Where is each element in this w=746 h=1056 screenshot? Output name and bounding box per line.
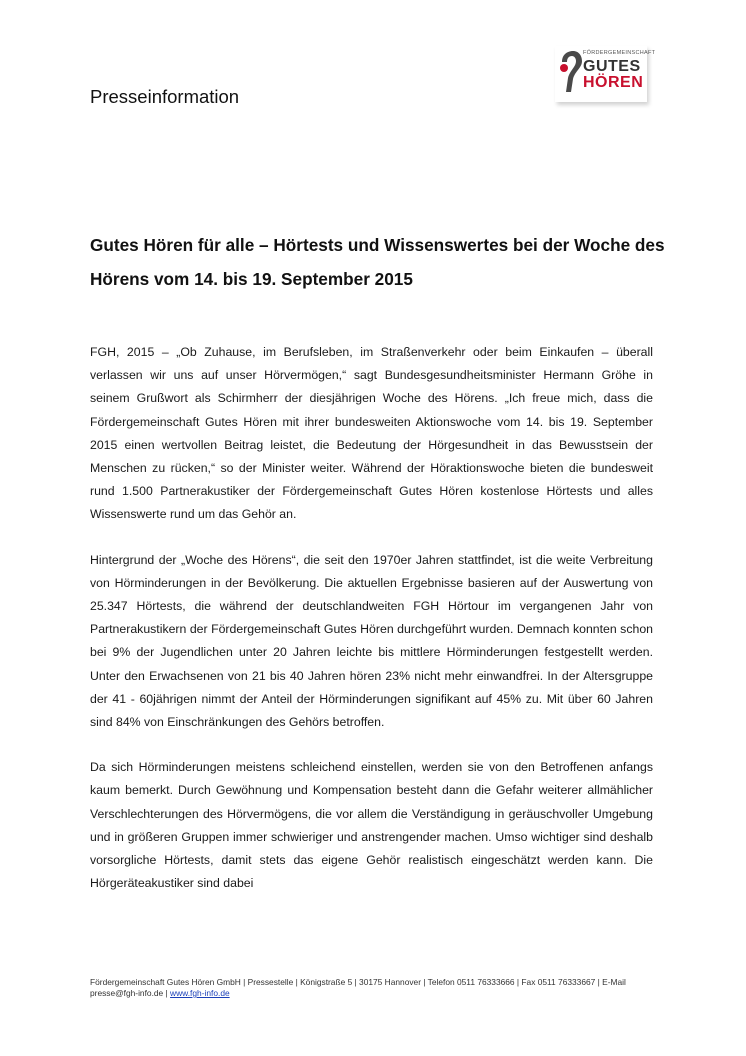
body-paragraph: FGH, 2015 – „Ob Zuhause, im Berufsleben, im Straßenverkehr oder beim Einkaufen – überall verlassen wir uns auf unser Hörvermögen,“ sagt Bundesgesundheitsminister Hermann Gröhe in seinem Grußwort als Schirmherr der diesjährigen Woche des Hörens. „Ich freue mich, dass die Fördergemeinschaft Gutes Hören mit ihrer bundesweiten Aktionswoche vom 14. bis 19. September 2015 einen wertvollen Beitrag leistet, die Bedeutung der Hörgesundheit in das Bewusstsein der Menschen zu rücken,“ so der Minister weiter. Während der Höraktionswoche bieten die bundesweit rund 1.500 Partnerakustiker der Fördergemeinschaft Gutes Hören kostenlose Hörtests und alles Wissenswerte rund um das Gehör an. <box>90 345 653 522</box>
footer-contact-text: Fördergemeinschaft Gutes Hören GmbH | Pressestelle | Königstraße 5 | 30175 Hannover | Telefon 0511 76333666 | Fax 0511 76333667 | E-Mail presse@fgh-info.de | <box>90 977 626 998</box>
logo-line-1: GUTES <box>583 58 641 75</box>
ear-icon <box>555 46 585 102</box>
fgh-logo <box>555 46 656 102</box>
logo-top-text: FÖRDERGEMEINSCHAFT <box>583 50 656 56</box>
body-paragraph: Da sich Hörminderungen meistens schleichend einstellen, werden sie von den Betroffenen anfangs kaum bemerkt. Durch Gewöhnung und Kompensation besteht dann die Gefahr weiterer allmählicher Verschlechterungen des Hörvermögens, die vor allem die Verständigung in geräuschvoller Umgebung und in größeren Gruppen immer schwieriger und anstrengender machen. Umso wichtiger sind deshalb vorsorgliche Hörtests, damit stets das eigene Gehör realistisch eingeschätzt werden kann. Die Hörgeräteakustiker sind dabei <box>90 760 653 891</box>
logo-line-2: HÖREN <box>583 74 644 91</box>
press-headline: Gutes Hören für alle – Hörtests und Wissenswertes bei der Woche des Hörens vom 14. bis 19. September 2015 <box>90 235 665 289</box>
footer-website-link[interactable]: www.fgh-info.de <box>170 988 230 998</box>
document-type-heading: Presseinformation <box>90 86 240 107</box>
body-paragraph: Hintergrund der „Woche des Hörens“, die seit den 1970er Jahren stattfindet, ist die weite Verbreitung von Hörminderungen in der Bevölkerung. Die aktuellen Ergebnisse basieren auf der Auswertung von 25.347 Hörtests, die während der deutschlandweiten FGH Hörtour im vergangenen Jahr von Partnerakustikern der Fördergemeinschaft Gutes Hören durchgeführt wurden. Demnach konnten schon bei 9% der Jugendlichen unter 20 Jahren leichte bis mittlere Hörminderungen festgestellt werden. Unter den Erwachsenen von 21 bis 40 Jahren hören 23% nicht mehr einwandfrei. In der Altersgruppe der 41 - 60jährigen nimmt der Anteil der Hörminderungen signifikant auf 45% zu. Mit über 60 Jahren sind 84% von Einschränkungen des Gehörs betroffen. <box>90 552 653 730</box>
page-footer <box>90 977 652 999</box>
press-body <box>90 341 653 917</box>
